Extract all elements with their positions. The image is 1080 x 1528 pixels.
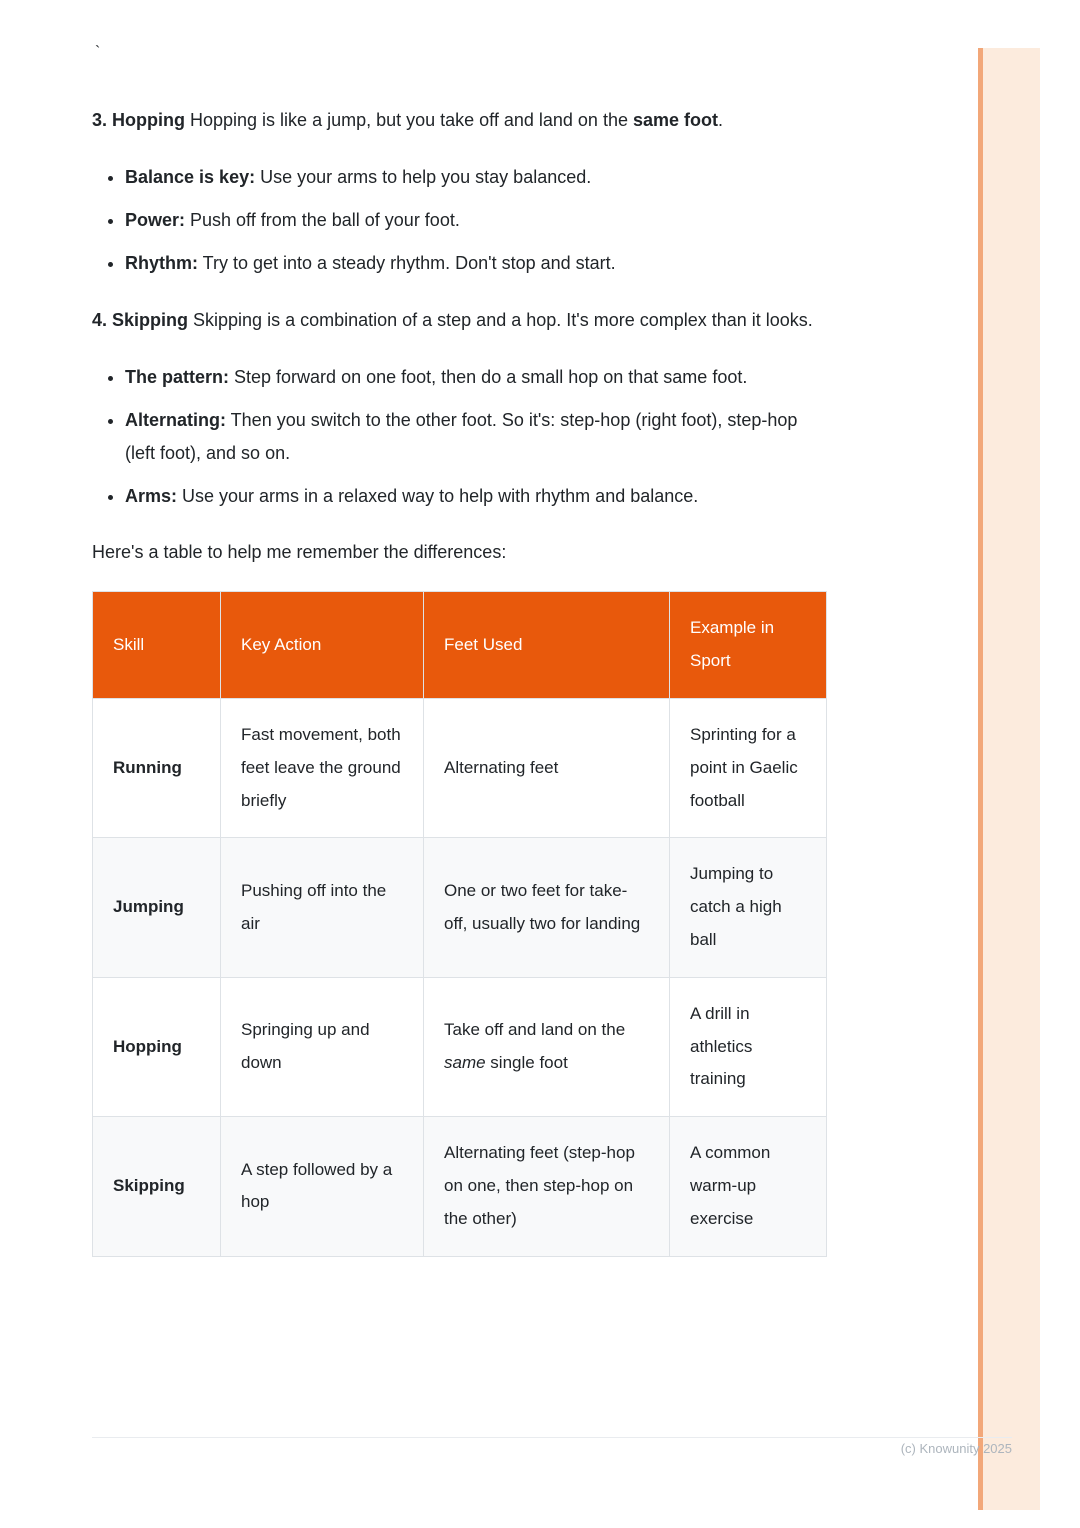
table-row [93, 1117, 827, 1256]
bullet-text: Then you switch to the other foot. So it's: step-hop (right foot), step-hop (left foot), and so on. [125, 409, 798, 463]
bullet-label: The pattern: [125, 366, 230, 387]
footer-copyright: (c) Knowunity 2025 [900, 1441, 1012, 1456]
bullet-text: Push off from the ball of your foot. [185, 209, 460, 230]
skipping-bullet-list [92, 361, 826, 513]
table-cell: A common warm-up exercise [670, 1117, 827, 1256]
table-cell: Fast movement, both feet leave the ground briefly [221, 698, 424, 837]
table-row [93, 698, 827, 837]
paragraph-hopping [92, 104, 826, 137]
row-header-cell: Hopping [93, 977, 221, 1116]
skills-table [92, 591, 827, 1256]
table-cell: Alternating feet [424, 698, 670, 837]
table-header-row [93, 592, 827, 699]
bullet-label: Rhythm: [125, 252, 198, 273]
bullet-label: Arms: [125, 485, 178, 506]
document-content [92, 104, 826, 1257]
decorative-side-band [978, 48, 1040, 1510]
column-header: Key Action [221, 592, 424, 699]
bullet-text: Try to get into a steady rhythm. Don't stop and start. [198, 252, 616, 273]
list-item [125, 204, 826, 237]
table-row [93, 977, 827, 1116]
skipping-lead-text: Skipping is a combination of a step and a hop. It's more complex than it looks. [188, 309, 813, 330]
table-body [93, 698, 827, 1256]
table-intro: Here's a table to help me remember the differences: [92, 542, 507, 563]
hopping-lead-text: Hopping is like a jump, but you take off and land on the [185, 110, 633, 130]
table-cell: Pushing off into the air [221, 838, 424, 977]
stray-backtick: ` [95, 44, 101, 61]
list-item [125, 361, 826, 394]
list-item [125, 161, 826, 194]
bullet-label: Balance is key: [125, 166, 256, 187]
heading-skipping: 4. Skipping [92, 309, 189, 330]
row-header-cell: Skipping [93, 1117, 221, 1256]
bullet-label: Power: [125, 209, 186, 230]
bullet-label: Alternating: [125, 409, 226, 430]
table-cell: Sprinting for a point in Gaelic football [670, 698, 827, 837]
table-cell: A step followed by a hop [221, 1117, 424, 1256]
table-cell: Take off and land on the same single foot [424, 977, 670, 1116]
footer-divider [92, 1437, 1012, 1438]
table-cell: Jumping to catch a high ball [670, 838, 827, 977]
table-cell: Alternating feet (step-hop on one, then step-hop on the other) [424, 1117, 670, 1256]
table-row [93, 838, 827, 977]
bullet-text: Use your arms in a relaxed way to help with rhythm and balance. [177, 485, 699, 506]
column-header: Example in Sport [670, 592, 827, 699]
hopping-bullet-list [92, 161, 826, 280]
column-header: Skill [93, 592, 221, 699]
hopping-lead-end: . [718, 110, 724, 130]
table-cell: Springing up and down [221, 977, 424, 1116]
list-item [125, 480, 826, 513]
table-cell: A drill in athletics training [670, 977, 827, 1116]
table-cell: One or two feet for take-off, usually two for landing [424, 838, 670, 977]
list-item [125, 247, 826, 280]
bullet-text: Step forward on one foot, then do a small hop on that same foot. [229, 366, 748, 387]
list-item [125, 404, 826, 470]
bullet-text: Use your arms to help you stay balanced. [255, 166, 592, 187]
row-header-cell: Running [93, 698, 221, 837]
hopping-bold-phrase: same foot [632, 110, 718, 130]
heading-hopping: 3. Hopping [92, 110, 185, 130]
paragraph-skipping [92, 304, 826, 337]
column-header: Feet Used [424, 592, 670, 699]
row-header-cell: Jumping [93, 838, 221, 977]
